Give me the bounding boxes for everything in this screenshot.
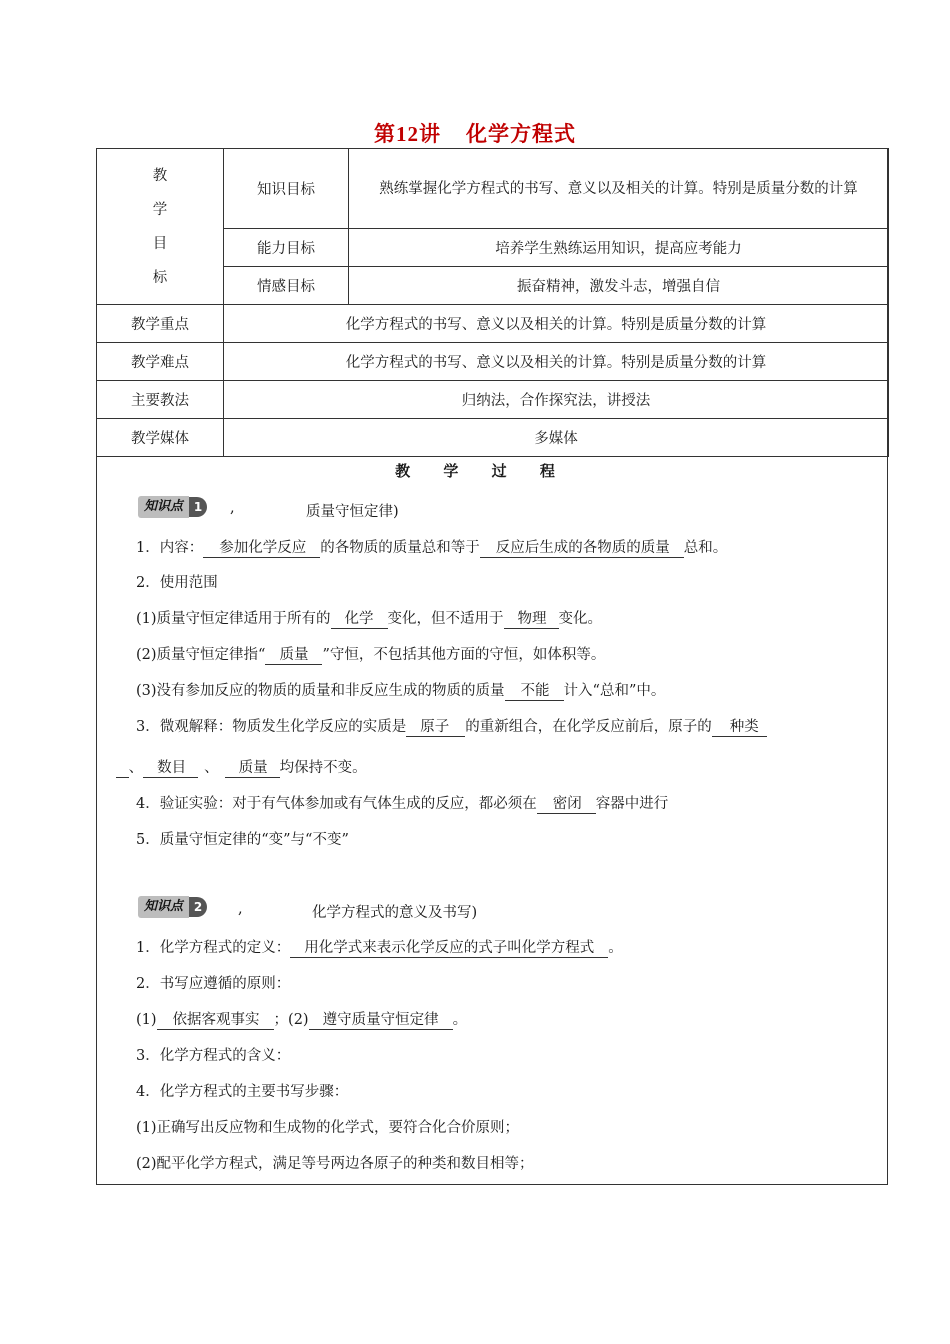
- knowledge-goal-label: 知识目标: [224, 149, 349, 229]
- kp2-line-step-2: (2)配平化学方程式，满足等号两边各原子的种类和数目相等；: [136, 1156, 534, 1172]
- difficulty-text: 化学方程式的书写、意义以及相关的计算。特别是质量分数的计算: [224, 343, 889, 381]
- kp1-line-content: [136, 536, 727, 558]
- kp2-line-meaning: 3．化学方程式的含义：: [136, 1048, 291, 1064]
- process-heading: [0, 460, 950, 481]
- text: 。: [452, 1012, 468, 1028]
- difficulty-label: 教学难点: [97, 343, 224, 381]
- page-title: [0, 118, 950, 148]
- text: 容器中进行: [595, 796, 669, 812]
- kp2-comma: ,: [238, 901, 243, 917]
- emotion-goal-label: 情感目标: [224, 267, 349, 305]
- kp1-line-micro: [136, 715, 767, 737]
- answer-blank: 密闭: [537, 795, 596, 814]
- key-point-text: 化学方程式的书写、意义以及相关的计算。特别是质量分数的计算: [224, 305, 889, 343]
- kp1-line-scope-2: [136, 643, 605, 665]
- text: 、: [204, 760, 219, 776]
- kp1-line-micro-cont: [116, 756, 367, 778]
- answer-blank: 数目: [143, 759, 198, 778]
- answer-blank: 遵守质量守恒定律: [309, 1011, 453, 1030]
- media-text: 多媒体: [224, 419, 889, 457]
- method-label: 主要教法: [97, 381, 224, 419]
- answer-blank: 化学: [331, 610, 388, 629]
- answer-blank: 用化学式来表示化学反应的式子叫化学方程式: [290, 939, 608, 958]
- badge-text: 知识点: [138, 896, 189, 918]
- ability-goal-label: 能力目标: [224, 229, 349, 267]
- process-heading-char: 程: [539, 462, 555, 480]
- text: 均保持不变。: [279, 760, 367, 776]
- knowledge-point-badge-1: [138, 496, 207, 518]
- kp1-line-scope-1: [136, 607, 602, 629]
- kp1-line-verify: [136, 792, 668, 814]
- text: 变化。: [558, 611, 603, 627]
- text: 3．微观解释：物质发生化学反应的实质是: [136, 719, 407, 735]
- kp2-line-step-1: (1)正确写出反应物和生成物的化学式，要符合化合价原则；: [136, 1120, 520, 1136]
- answer-blank: 不能: [505, 682, 564, 701]
- title-name: 化学方程式: [465, 121, 576, 146]
- kp2-line-principle-items: [136, 1008, 467, 1030]
- goal-label-char: 标: [152, 269, 168, 286]
- text: ；(2): [273, 1012, 309, 1028]
- lesson-info-table: [96, 148, 889, 457]
- badge-number: 2: [189, 897, 207, 917]
- text: ”守恒，不包括其他方面的守恒，如体积等。: [322, 647, 606, 663]
- text: (2)质量守恒定律指“: [136, 647, 266, 663]
- answer-blank: 原子: [406, 718, 465, 737]
- text: (1): [136, 1012, 157, 1028]
- answer-blank: 质量: [225, 759, 280, 778]
- ability-goal-text: 培养学生熟练运用知识，提高应考能力: [349, 229, 889, 267]
- answer-blank: 质量: [265, 646, 322, 665]
- answer-blank: 反应后生成的各物质的质量: [480, 539, 684, 558]
- text: 变化，但不适用于: [387, 611, 504, 627]
- process-heading-char: 教: [395, 462, 411, 480]
- badge-text: 知识点: [138, 496, 189, 518]
- title-suffix: 讲: [419, 121, 442, 146]
- answer-blank: 种类: [712, 718, 767, 737]
- knowledge-point-badge-2: [138, 896, 207, 918]
- text: 的重新组合，在化学反应前后，原子的: [465, 719, 712, 735]
- answer-blank: 依据客观事实: [157, 1011, 274, 1030]
- kp2-title: 化学方程式的意义及书写): [312, 905, 478, 921]
- kp2-line-steps: 4．化学方程式的主要书写步骤：: [136, 1084, 349, 1100]
- method-text: 归纳法，合作探究法，讲授法: [224, 381, 889, 419]
- text: 的各物质的质量总和等于: [320, 540, 480, 556]
- process-heading-char: 学: [443, 462, 459, 480]
- text: (1)质量守恒定律适用于所有的: [136, 611, 331, 627]
- emotion-goal-text: 振奋精神，激发斗志，增强自信: [349, 267, 889, 305]
- goal-label-char: 目: [152, 235, 168, 252]
- text: 总和。: [683, 540, 728, 556]
- goal-label-char: 教: [152, 167, 168, 184]
- goal-label-char: 学: [152, 201, 168, 218]
- kp1-title: 质量守恒定律): [306, 504, 399, 520]
- kp2-line-definition: [136, 936, 623, 958]
- key-point-label: 教学重点: [97, 305, 224, 343]
- text: 计入“总和”中。: [563, 683, 666, 699]
- answer-blank: [116, 759, 129, 778]
- text: 4．验证实验：对于有气体参加或有气体生成的反应，都必须在: [136, 796, 537, 812]
- kp1-comma: ,: [230, 500, 235, 516]
- kp1-line-scope-3: [136, 679, 665, 701]
- goal-label-cell: [97, 149, 224, 305]
- knowledge-goal-text: 熟练掌握化学方程式的书写、意义以及相关的计算。特别是质量分数的计算: [349, 149, 889, 229]
- text: 。: [608, 940, 623, 956]
- text: 1．内容：: [136, 540, 204, 556]
- process-heading-char: 过: [491, 462, 507, 480]
- text: 、: [128, 760, 144, 776]
- text: 1．化学方程式的定义：: [136, 940, 291, 956]
- title-prefix: 第: [374, 121, 397, 146]
- title-number: 12: [396, 122, 420, 146]
- kp2-line-principles: 2．书写应遵循的原则：: [136, 976, 291, 992]
- answer-blank: 物理: [504, 610, 559, 629]
- media-label: 教学媒体: [97, 419, 224, 457]
- badge-number: 1: [189, 497, 207, 517]
- kp1-line-scope: 2．使用范围: [136, 575, 218, 591]
- kp1-line-change: 5．质量守恒定律的“变”与“不变”: [136, 832, 349, 848]
- text: (3)没有参加反应的物质的质量和非反应生成的物质的质量: [136, 683, 505, 699]
- answer-blank: 参加化学反应: [203, 539, 320, 558]
